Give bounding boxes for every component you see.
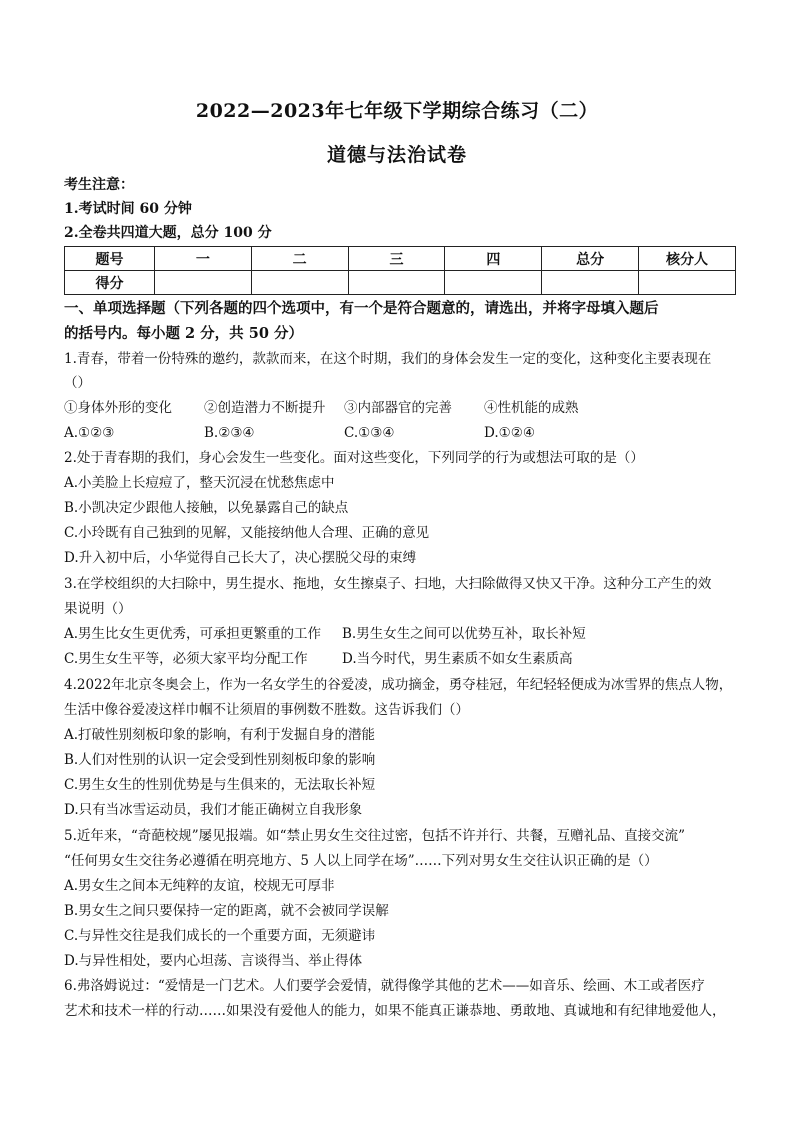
score-cell[interactable] <box>542 271 639 295</box>
option-c[interactable]: C.小玲既有自己独到的见解，又能接纳他人合理、正确的意见 <box>64 525 430 541</box>
statement-item: ④性机能的成熟 <box>484 400 579 416</box>
section-heading-line1: 一、单项选择题（下列各题的四个选项中，有一个是符合题意的，请选出，并将字母填入题后 <box>64 300 659 317</box>
option-a[interactable]: A.男女生之间本无纯粹的友谊，校规无可厚非 <box>64 878 335 894</box>
option-c[interactable]: C.男生女生的性别优势是与生俱来的，无法取长补短 <box>64 777 376 793</box>
score-cell[interactable] <box>154 271 251 295</box>
score-table-score-row <box>65 271 736 295</box>
score-cell[interactable] <box>445 271 542 295</box>
score-table-header-cell: 三 <box>348 247 445 271</box>
option-a[interactable]: A.①②③ <box>64 425 115 441</box>
score-cell[interactable] <box>639 271 736 295</box>
notice-heading: 考生注意： <box>64 177 134 193</box>
question-5-stem-cont: “任何男女生交往务必遵循在明亮地方、5 人以上同学在场”……下列对男女生交往认识正确的是（） <box>64 853 658 869</box>
exam-subject-title: 道德与法治试卷 <box>326 144 467 166</box>
score-table-header-cell: 核分人 <box>639 247 736 271</box>
question-4-stem-cont: 生活中像谷爱凌这样巾帼不让须眉的事例数不胜数。这告诉我们（） <box>64 702 469 718</box>
score-table-header-cell: 一 <box>154 247 251 271</box>
question-6-stem-cont: 艺术和技术一样的行动……如果没有爱他人的能力，如果不能真正谦恭地、勇敢地、真诚地和有纪律地爱他人， <box>64 1003 726 1019</box>
option-b[interactable]: B.男女生之间只要保持一定的距离，就不会被同学误解 <box>64 903 389 919</box>
exam-title: 2022—2023年七年级下学期综合练习（二） <box>195 100 599 122</box>
option-a[interactable]: A.男生比女生更优秀，可承担更繁重的工作 <box>64 626 322 642</box>
section-heading-line2: 的括号内。每小题 2 分，共 50 分） <box>64 325 303 342</box>
question-5-stem: 5.近年来，“奇葩校规”屡见报端。如“禁止男女生交往过密，包括不许并行、共餐，互赠礼品、直接交流” <box>64 828 685 844</box>
score-table <box>64 246 736 295</box>
question-1-items <box>64 396 736 420</box>
option-d[interactable]: D.当今时代，男生素质不如女生素质高 <box>342 651 573 667</box>
option-d[interactable]: D.只有当冰雪运动员，我们才能正确树立自我形象 <box>64 802 363 818</box>
option-d[interactable]: D.与异性相处，要内心坦荡、言谈得当、举止得体 <box>64 953 363 969</box>
score-table-header-cell: 四 <box>445 247 542 271</box>
option-b[interactable]: B.小凯决定少跟他人接触，以免暴露自己的缺点 <box>64 500 349 516</box>
option-b[interactable]: B.人们对性别的认识一定会受到性别刻板印象的影响 <box>64 752 376 768</box>
score-table-row-label: 得分 <box>65 271 155 295</box>
score-table-header-cell: 题号 <box>65 247 155 271</box>
notice-item-time: 1.考试时间 60 分钟 <box>64 201 192 217</box>
score-table-header-row <box>65 247 736 271</box>
option-c[interactable]: C.①③④ <box>344 425 395 441</box>
question-4-stem: 4.2022年北京冬奥会上，作为一名女学生的谷爱凌，成功摘金，勇夺桂冠，年纪轻轻便成为冰雪界的焦点人物， <box>64 677 733 693</box>
option-b[interactable]: B.男生女生之间可以优势互补，取长补短 <box>342 626 586 642</box>
option-b[interactable]: B.②③④ <box>204 425 255 441</box>
statement-item: ②创造潜力不断提升 <box>204 400 326 416</box>
notice-item-total: 2.全卷共四道大题，总分 100 分 <box>64 225 272 241</box>
question-3-options-row1 <box>64 622 736 646</box>
statement-item: ③内部器官的完善 <box>344 400 452 416</box>
score-table-header-cell: 二 <box>251 247 348 271</box>
question-3-stem: 3.在学校组织的大扫除中，男生提水、拖地，女生擦桌子、扫地，大扫除做得又快又干净。这种分工产生的效 <box>64 576 712 592</box>
question-6-stem: 6.弗洛姆说过：“爱情是一门艺术。人们要学会爱情，就得像学其他的艺术——如音乐、绘画、木工或者医疗 <box>64 978 705 994</box>
option-a[interactable]: A.打破性别刻板印象的影响，有利于发掘自身的潜能 <box>64 727 376 743</box>
option-c[interactable]: C.与异性交往是我们成长的一个重要方面，无须避讳 <box>64 928 376 944</box>
question-1-stem-cont: （） <box>64 375 91 391</box>
question-3-options-row2 <box>64 647 736 671</box>
question-1-options <box>64 421 736 445</box>
question-3-stem-cont: 果说明（） <box>64 601 132 617</box>
score-table-header-cell: 总分 <box>542 247 639 271</box>
option-c[interactable]: C.男生女生平等，必须大家平均分配工作 <box>64 651 308 667</box>
option-d[interactable]: D.①②④ <box>484 425 535 441</box>
question-2-stem: 2.处于青春期的我们，身心会发生一些变化。面对这些变化，下列同学的行为或想法可取的是（） <box>64 450 644 466</box>
statement-item: ①身体外形的变化 <box>64 400 172 416</box>
option-a[interactable]: A.小美脸上长痘痘了，整天沉浸在忧愁焦虑中 <box>64 475 335 491</box>
score-cell[interactable] <box>251 271 348 295</box>
question-1-stem: 1.青春，带着一份特殊的邀约，款款而来，在这个时期，我们的身体会发生一定的变化，这种变化主要表现在 <box>64 351 712 367</box>
option-d[interactable]: D.升入初中后，小华觉得自己长大了，决心摆脱父母的束缚 <box>64 550 417 566</box>
score-cell[interactable] <box>348 271 445 295</box>
